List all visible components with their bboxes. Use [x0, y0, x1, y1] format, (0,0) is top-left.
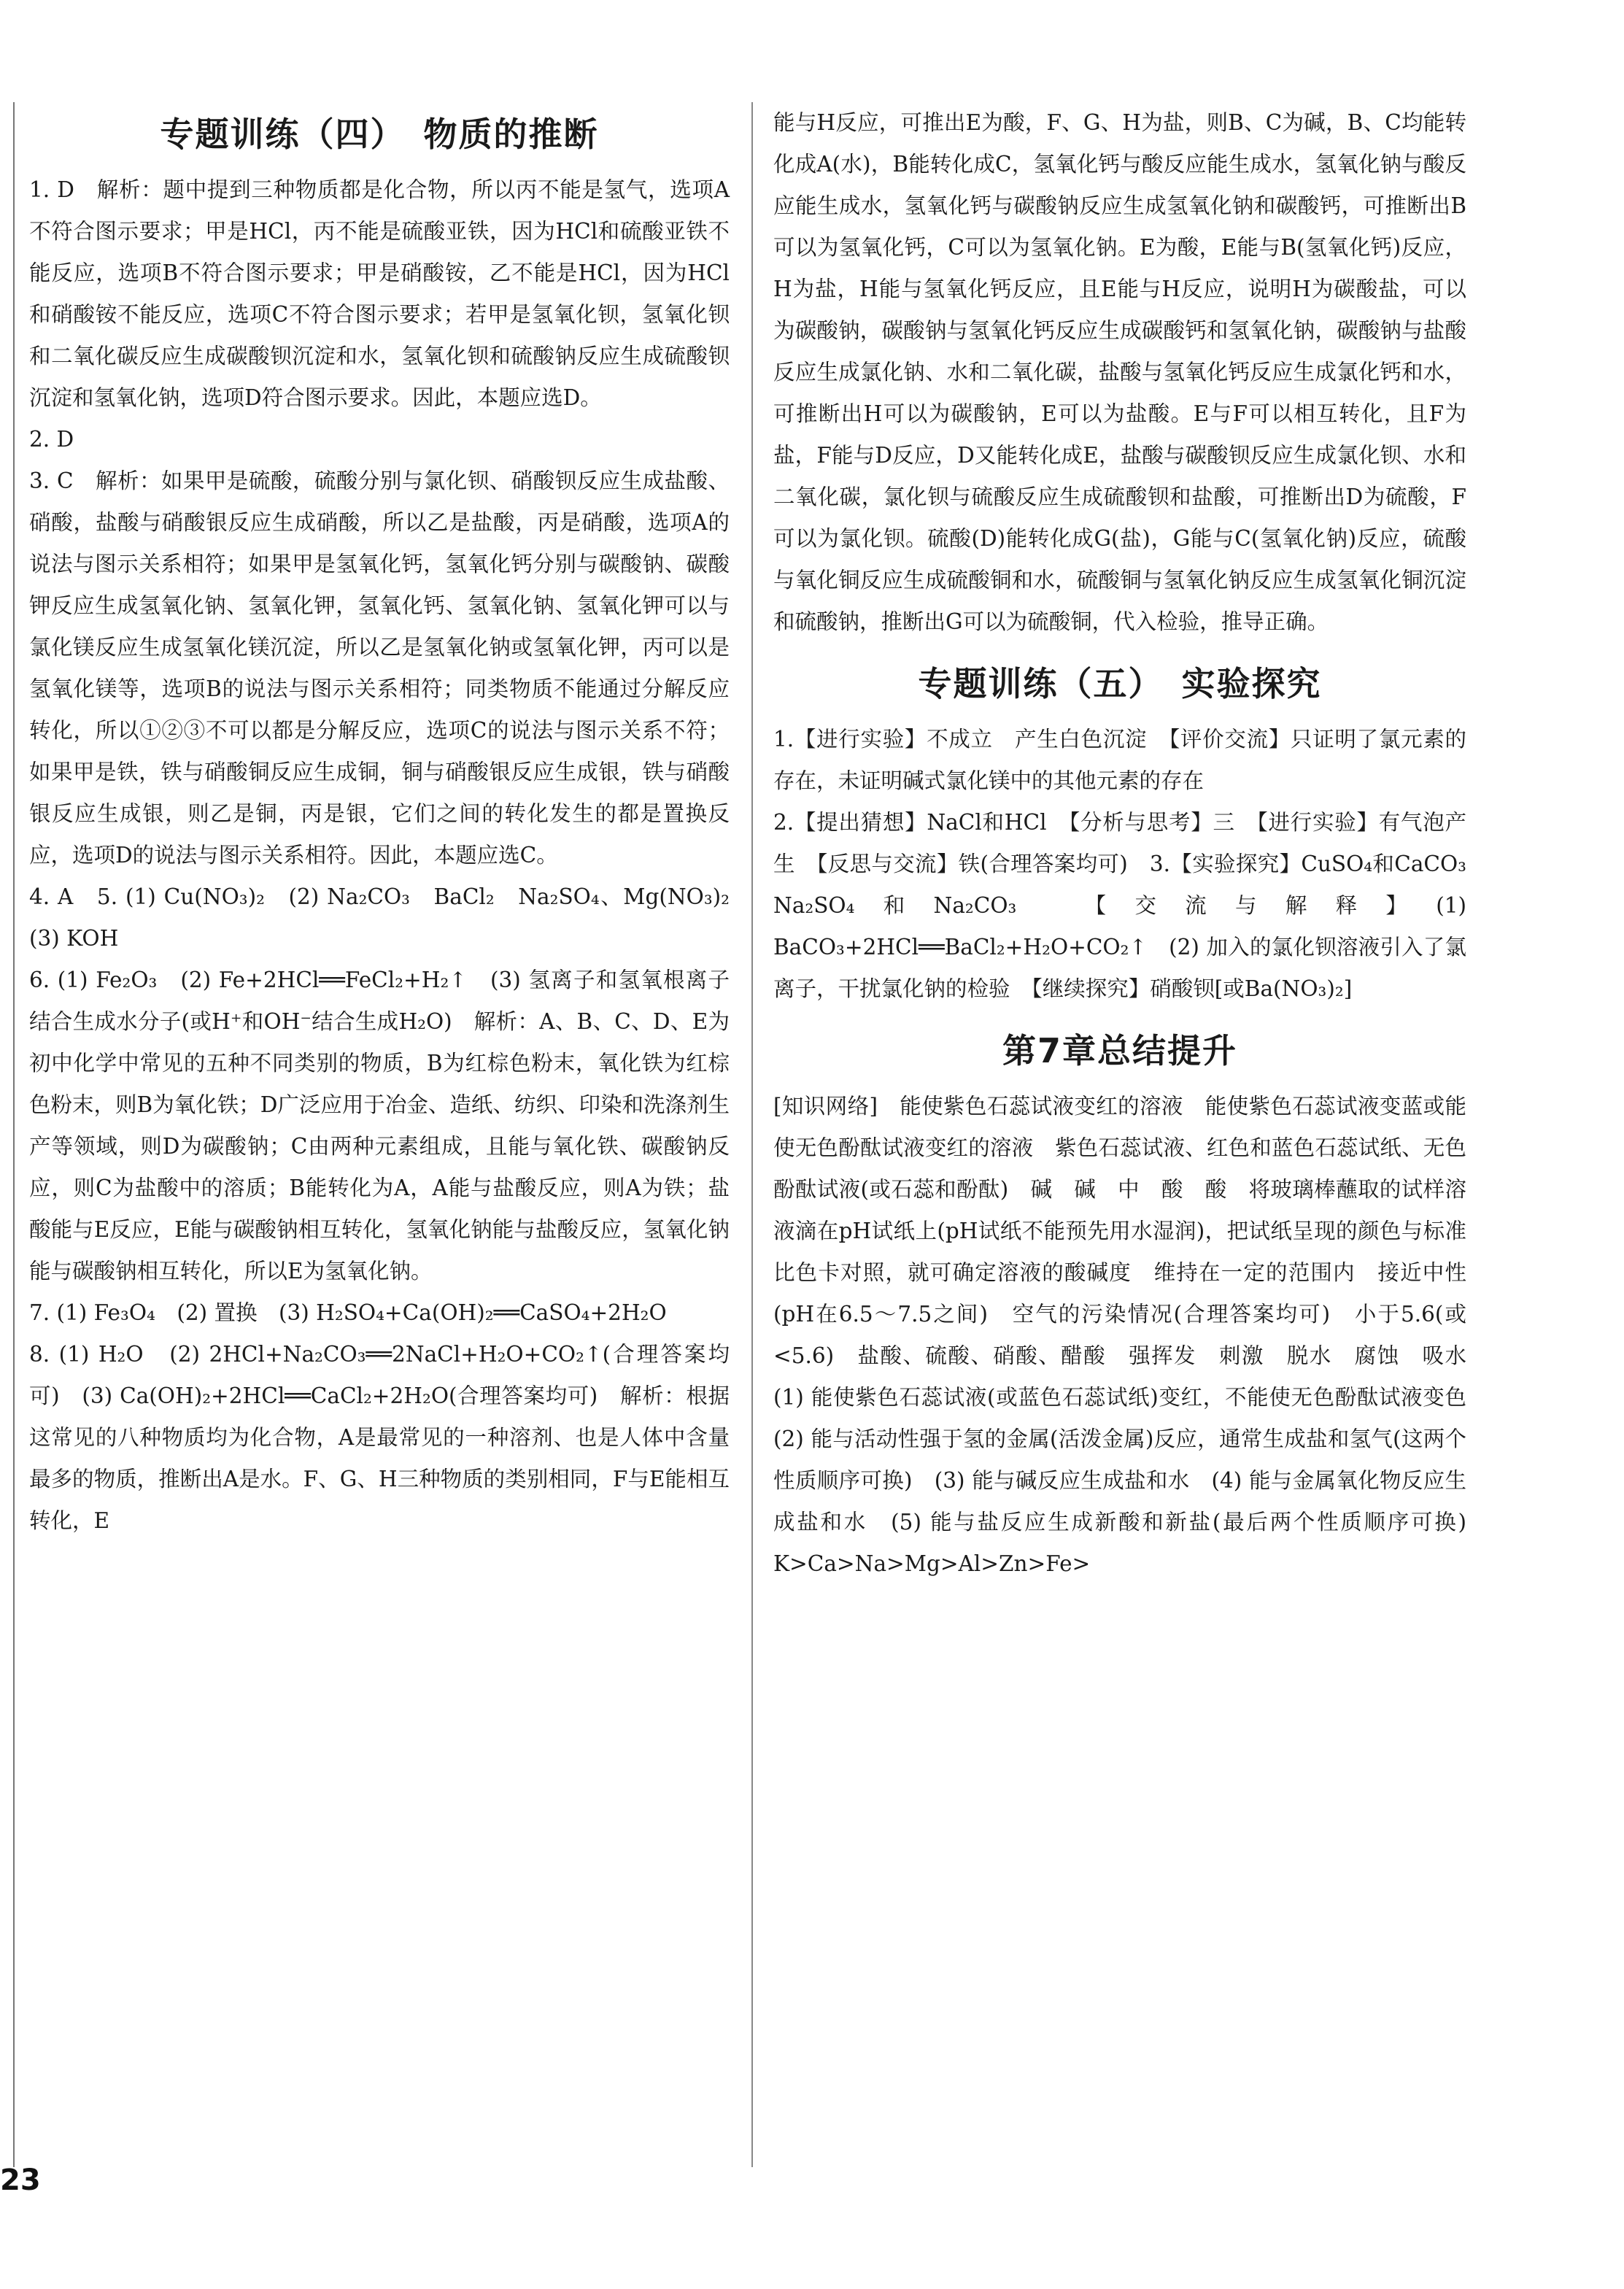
knowledge-network: [知识网络] 能使紫色石蕊试液变红的溶液 能使紫色石蕊试液变蓝或能使无色酚酞试液变红的溶液 紫色石蕊试液、红色和蓝色石蕊试纸、无色酚酞试液(或石蕊和酚酞) 碱 碱 中 酸 酸 将玻璃棒蘸取的试样溶液滴在pH试纸上(pH试纸不能预先用水湿润)，把试纸呈现的颜色与标准比色卡对照，就可确定溶液的酸碱度 维持在一定的范围内 接近中性(pH在6.5～7.5之间) 空气的污染情况(合理答案均可) 小于5.6(或<5.6) 盐酸、硫酸、硝酸、醋酸 强挥发 刺激 脱水 腐蚀 吸水 (1) 能使紫色石蕊试液(或蓝色石蕊试纸)变红，不能使无色酚酞试液变色 (2) 能与活动性强于氢的金属(活泼金属)反应，通常生成盐和氢气(这两个性质顺序可换) (3) 能与碱反应生成盐和水 (4) 能与金属氧化物反应生成盐和水 (5) 能与盐反应生成新酸和新盐(最后两个性质顺序可换) K>Ca>Na>Mg>Al>Zn>Fe>: [773, 1094, 1488, 1576]
answer-6: 6. (1) Fe₂O₃ (2) Fe+2HCl══FeCl₂+H₂↑ (3) 氢离子和氢氧根离子结合生成水分子(或H⁺和OH⁻结合生成H₂O) 解析：A、B、C、D、E为初中化学中常见的五种不同类别的物质，B为红棕色粉末，氧化铁为红棕色粉末，则B为氧化铁；D广泛应用于冶金、造纸、纺织、印染和洗涤剂生产等领域，则D为碳酸钠；C由两种元素组成，且能与氧化铁、碳酸钠反应，则C为盐酸中的溶质；B能转化为A，A能与盐酸反应，则A为铁；盐酸能与E反应，E能与碳酸钠相互转化，氢氧化钠能与盐酸反应，氢氧化钠能与碳酸钠相互转化，所以E为氢氧化钠。: [29, 968, 730, 1284]
answer-2: 2. D: [29, 427, 74, 452]
experiment-answer-2-3: 2.【提出猜想】NaCl和HCl 【分析与思考】三 【进行实验】有气泡产生 【反思与交流】铁(合理答案均可) 3.【实验探究】CuSO₄和CaCO₃ Na₂SO₄和Na₂CO₃ 【交流与解释】(1) BaCO₃+2HCl══BaCl₂+H₂O+CO₂↑ (2) 加入的氯化钡溶液引入了氯离子，干扰氯化钠的检验 【继续探究】硝酸钡[或Ba(NO₃)₂]: [773, 810, 1488, 1001]
answer-7: 7. (1) Fe₃O₄ (2) 置换 (3) H₂SO₄+Ca(OH)₂══CaSO₄+2H₂O: [29, 1300, 667, 1325]
section-heading-4: 专题训练（四） 物质的推断: [160, 115, 599, 154]
column-divider: [751, 102, 753, 2167]
page-edge-line: [13, 102, 15, 2167]
answer-4-5: 4. A 5. (1) Cu(NO₃)₂ (2) Na₂CO₃ BaCl₂ Na₂SO₄、Mg(NO₃)₂ (3) KOH: [29, 884, 751, 951]
left-column: [29, 102, 751, 1542]
right-body: [773, 102, 1466, 643]
answer-8: 8. (1) H₂O (2) 2HCl+Na₂CO₃══2NaCl+H₂O+CO₂↑(合理答案均可) (3) Ca(OH)₂+2HCl══CaCl₂+2H₂O(合理答案均可) 解析：根据这常见的八种物质均为化合物，A是最常见的一种溶剂、也是人体中含量最多的物质，推断出A是水。F、G、H三种物质的类别相同，F与E能相互转化，E: [29, 1342, 730, 1533]
experiment-answer-1: 1.【进行实验】不成立 产生白色沉淀 【评价交流】只证明了氯元素的存在，未证明碱式氯化镁中的其他元素的存在: [773, 727, 1466, 793]
answer-8-continued: 能与H反应，可推出E为酸，F、G、H为盐，则B、C为碱，B、C均能转化成A(水)，B能转化成C，氢氧化钙与酸反应能生成水，氢氧化钠与酸反应能生成水，氢氧化钙与碳酸钠反应生成氢氧化钠和碳酸钙，可推断出B可以为氢氧化钙，C可以为氢氧化钠。E为酸，E能与B(氢氧化钙)反应，H为盐，H能与氢氧化钙反应，且E能与H反应，说明H为碳酸盐，可以为碳酸钠，碳酸钠与氢氧化钙反应生成碳酸钙和氢氧化钠，碳酸钠与盐酸反应生成氯化钠、水和二氧化碳，盐酸与氢氧化钙反应生成氯化钙和水，可推断出H可以为碳酸钠，E可以为盐酸。E与F可以相互转化，且F为盐，F能与D反应，D又能转化成E，盐酸与碳酸钡反应生成氯化钡、水和二氧化碳，氯化钡与硫酸反应生成硫酸钡和盐酸，可推断出D为硫酸，F可以为氯化钡。硫酸(D)能转化成G(盐)，G能与C(氢氧化钠)反应，硫酸与氧化铜反应生成硫酸铜和水，硫酸铜与氢氧化钠反应生成氢氧化铜沉淀和硫酸钠，推断出G可以为硫酸铜，代入检验，推导正确。: [773, 110, 1466, 634]
page-number: 23: [0, 2163, 41, 2197]
left-body: [29, 169, 751, 1542]
answer-1: 1. D 解析：题中提到三种物质都是化合物，所以丙不能是氢气，选项A不符合图示要求；甲是HCl，丙不能是硫酸亚铁，因为HCl和硫酸亚铁不能反应，选项B不符合图示要求；甲是硝酸铵，乙不能是HCl，因为HCl和硝酸铵不能反应，选项C不符合图示要求；若甲是氢氧化钡，氢氧化钡和二氧化碳反应生成碳酸钡沉淀和水，氢氧化钡和硫酸钠反应生成硫酸钡沉淀和氢氧化钠，选项D符合图示要求。因此，本题应选D。: [29, 177, 730, 410]
right-body-2: [773, 719, 1488, 1010]
chapter-summary-heading: 第7章总结提升: [1002, 1031, 1237, 1070]
answer-3: 3. C 解析：如果甲是硫酸，硫酸分别与氯化钡、硝酸钡反应生成盐酸、硝酸，盐酸与硝酸银反应生成硝酸，所以乙是盐酸，丙是硝酸，选项A的说法与图示关系相符；如果甲是氢氧化钙，氢氧化钙分别与碳酸钠、碳酸钾反应生成氢氧化钠、氢氧化钾，氢氧化钙、氢氧化钠、氢氧化钾可以与氯化镁反应生成氢氧化镁沉淀，所以乙是氢氧化钠或氢氧化钾，丙可以是氢氧化镁等，选项B的说法与图示关系相符；同类物质不能通过分解反应转化，所以①②③不可以都是分解反应，选项C的说法与图示关系不符；如果甲是铁，铁与硝酸铜反应生成铜，铜与硝酸银反应生成银，铁与硝酸银反应生成银，则乙是铜，丙是银，它们之间的转化发生的都是置换反应，选项D的说法与图示关系相符。因此，本题应选C。: [29, 468, 730, 868]
right-body-3: [773, 1086, 1488, 1585]
section-heading-5: 专题训练（五） 实验探究: [918, 664, 1322, 703]
right-column: [773, 102, 1488, 1585]
